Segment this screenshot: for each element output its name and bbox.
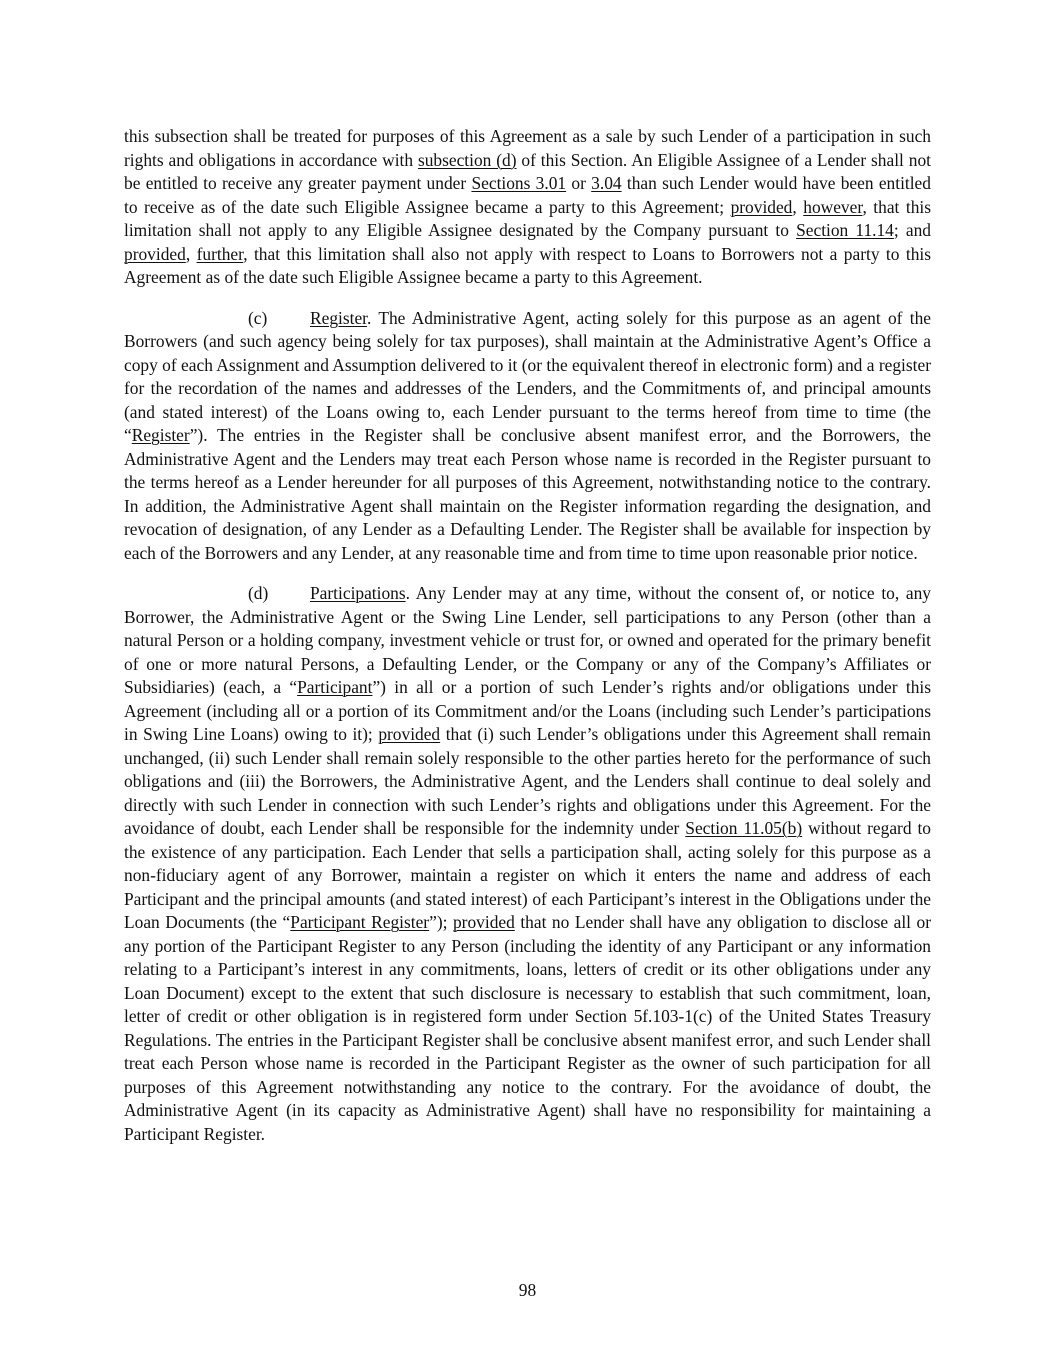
text-run: without regard to the existence of any participation. Each Lender that sells a participation shall, acting solely for this purpose as a non-fiduciary agent of any Borrower, maintain a register on which it enters the name and address of each Participant and the principal amounts (and stated interest) of each Participant’s interest in the Obligations under the Loan Documents (the “	[124, 818, 932, 932]
paragraph-c-register	[124, 307, 931, 566]
subsection-label: (c)	[248, 307, 268, 328]
defined-term-participant-register: Participant Register	[290, 912, 430, 932]
text-run: that no Lender shall have any obligation to disclose all or any portion of the Participant Register to any Person (including the identity of any Participant or any information relating to a Participant’s interest in any commitments, loans, letters of credit or its other obligations under any Loan Document) except to the extent that such disclosure is necessary to establish that such commitment, loan, letter of credit or other obligation is in registered form under Section 5f.103-1(c) of the United States Treasury Regulations. The entries in the Participant Register shall be conclusive absent manifest error, and such Lender shall treat each Person whose name is recorded in the Participant Register as the owner of such participation for all purposes of this Agreement notwithstanding any notice to the contrary. For the avoidance of doubt, the Administrative Agent (in its capacity as Administrative Agent) shall have no responsibility for maintaining a Participant Register.	[124, 912, 932, 1144]
text-run: ”). The entries in the Register shall be conclusive absent manifest error, and the Borrowers, the Administrative Agent and the Lenders may treat each Person whose name is recorded in the Register pursuant to the terms hereof as a Lender hereunder for all purposes of this Agreement, notwithstanding notice to the contrary. In addition, the Administrative Agent shall maintain on the Register information regarding the designation, and revocation of designation, of any Lender as a Defaulting Lender. The Register shall be available for inspection by each of the Borrowers and any Lender, at any reasonable time and from time to time upon reasonable prior notice.	[124, 425, 931, 563]
emphasis-provided: provided	[378, 724, 441, 744]
text-run: ,	[792, 196, 804, 217]
text-run: than such Lender would have been entitled to receive as of the date such Eligible Assignee became a party to this Agreement;	[124, 173, 931, 217]
document-body	[124, 125, 931, 1163]
text-run: . Any Lender may at any time, without the consent of, or notice to, any Borrower, the Administrative Agent or the Swing Line Lender, sell participations to any Person (other than a natural Person or a holding company, investment vehicle or trust for, or owned and operated for the primary benefit of one or more natural Persons, a Defaulting Lender, or the Company or any of the Company’s Affiliates or Subsidiaries) (each, a “	[124, 583, 931, 697]
subsection-heading: Participations	[310, 583, 406, 603]
cross-reference-subsection-d: subsection (d)	[417, 149, 517, 170]
defined-term-participant: Participant	[297, 677, 373, 697]
text-run: this subsection shall be treated for purposes of this Agreement as a sale by such Lender of a participation in such rights and obligations in accordance with	[124, 126, 931, 170]
emphasis-however: however	[803, 196, 863, 217]
subsection-heading: Register	[310, 307, 367, 328]
cross-reference-3-04: 3.04	[591, 173, 622, 193]
text-run: ”) in all or a portion of such Lender’s rights and/or obligations under this Agreement (including all or a portion of its Commitment and/or the Loans (including such Lender’s participations in Swing Line Loans) owing to it);	[124, 677, 931, 744]
emphasis-further: further	[196, 243, 244, 264]
cross-reference-section-11-14: Section 11.14	[796, 220, 894, 240]
emphasis-provided: provided	[730, 196, 793, 217]
emphasis-provided: provided	[452, 912, 515, 932]
page-number: 98	[518, 1280, 537, 1300]
text-run: . The Administrative Agent, acting solely for this purpose as an agent of the Borrowers (and such agency being solely for tax purposes), shall maintain at the Administrative Agent’s Office a copy of each Assignment and Assumption delivered to it (or the equivalent thereof in electronic form) and a register for the recordation of the names and addresses of the Lenders, and the Commitments of, and principal amounts (and stated interest) of the Loans owing to, each Lender pursuant to the terms hereof from time to time (the “	[124, 307, 931, 445]
text-run: , that this limitation shall not apply to any Eligible Assignee designated by the Company pursuant to	[124, 196, 932, 240]
cross-reference-section-11-05b: Section 11.05(b)	[685, 818, 803, 838]
paragraph-b-continued	[124, 125, 931, 290]
text-run: or	[566, 173, 592, 193]
text-run: of this Section. An Eligible Assignee of a Lender shall not be entitled to receive any greater payment under	[124, 149, 931, 193]
text-run: , that this limitation shall also not apply with respect to Loans to Borrowers not a party to this Agreement as of the date such Eligible Assignee became a party to this Agreement.	[124, 243, 931, 287]
paragraph-d-participations	[124, 582, 931, 1146]
text-run: ,	[185, 243, 197, 264]
defined-term-register: Register	[131, 425, 190, 445]
cross-reference-sections-3-01: Sections 3.01	[471, 173, 567, 193]
text-run: that (i) such Lender’s obligations under this Agreement shall remain unchanged, (ii) such Lender shall remain solely responsible to the other parties hereto for the performance of such obligations and (iii) the Borrowers, the Administrative Agent, and the Lenders shall continue to deal solely and directly with such Lender in connection with such Lender’s rights and obligations under this Agreement. For the avoidance of doubt, each Lender shall be responsible for the indemnity under	[124, 724, 931, 838]
emphasis-provided: provided	[124, 243, 186, 264]
subsection-label: (d)	[248, 583, 269, 603]
text-run: ”);	[429, 912, 453, 932]
text-run: ; and	[893, 220, 931, 240]
